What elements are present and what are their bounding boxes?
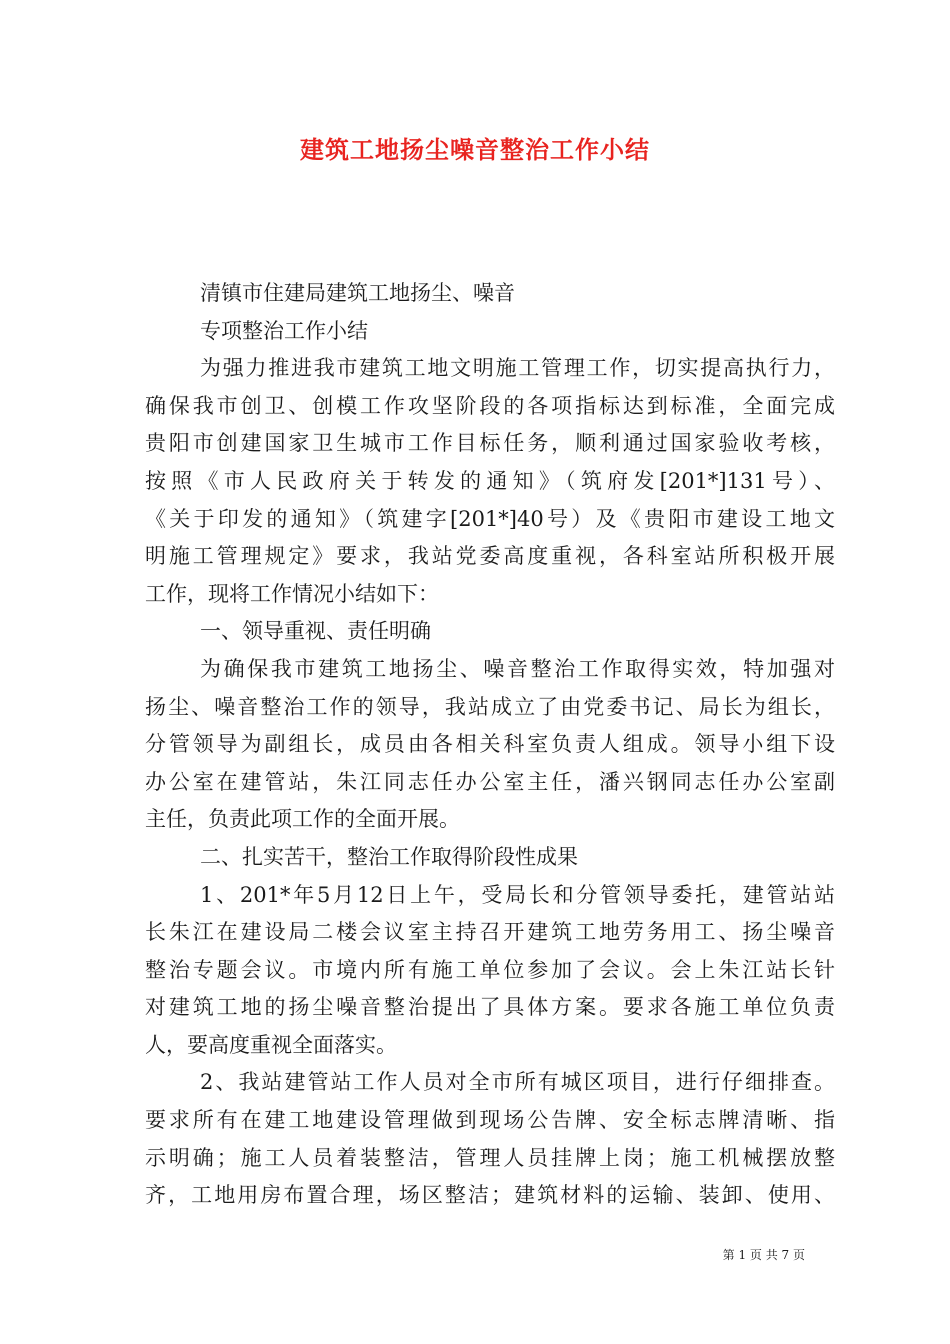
paragraph-line: 主任，负责此项工作的全面开展。 xyxy=(145,807,460,832)
document-body xyxy=(145,275,835,1215)
paragraph-line: 要求所有在建工地建设管理做到现场公告牌、安全标志牌清晰、指 xyxy=(145,1108,835,1133)
paragraph-line: 1、201*年5月12日上午，受局长和分管领导委托，建管站站 xyxy=(200,882,835,907)
paragraph-line: 贵阳市创建国家卫生城市工作目标任务，顺利通过国家验收考核， xyxy=(145,431,835,456)
paragraph-line: 齐，工地用房布置合理，场区整洁；建筑材料的运输、装卸、使用、 xyxy=(145,1183,835,1208)
paragraph-line: 专项整治工作小结 xyxy=(200,318,368,343)
paragraph-line: 示明确；施工人员着装整洁，管理人员挂牌上岗；施工机械摆放整 xyxy=(145,1145,835,1170)
paragraph-line: 为确保我市建筑工地扬尘、噪音整治工作取得实效，特加强对 xyxy=(200,656,835,681)
paragraph-line: 分管领导为副组长，成员由各相关科室负责人组成。领导小组下设 xyxy=(145,732,835,757)
paragraph-line: 工作，现将工作情况小结如下： xyxy=(145,581,439,606)
paragraph-line: 长朱江在建设局二楼会议室主持召开建筑工地劳务用工、扬尘噪音 xyxy=(145,920,835,945)
paragraph-line: 整治专题会议。市境内所有施工单位参加了会议。会上朱江站长针 xyxy=(145,957,835,982)
paragraph-line: 办公室在建管站，朱江同志任办公室主任，潘兴钢同志任办公室副 xyxy=(145,769,835,794)
section-heading: 二、扎实苦干，整治工作取得阶段性成果 xyxy=(200,844,578,869)
paragraph-line: 清镇市住建局建筑工地扬尘、噪音 xyxy=(200,281,515,305)
document-title: 建筑工地扬尘噪音整治工作小结 xyxy=(300,135,650,164)
paragraph-line: 2、我站建管站工作人员对全市所有城区项目，进行仔细排查。 xyxy=(200,1070,835,1095)
page-number: 第 1 页 共 7 页 xyxy=(722,1248,805,1262)
paragraph-line: 《关于印发的通知》（筑建字[201*]40号）及《贵阳市建设工地文 xyxy=(145,506,835,531)
paragraph-line: 明施工管理规定》要求，我站党委高度重视，各科室站所积极开展 xyxy=(145,544,835,569)
paragraph-line: 确保我市创卫、创模工作攻坚阶段的各项指标达到标准，全面完成 xyxy=(145,393,835,418)
paragraph-line: 为强力推进我市建筑工地文明施工管理工作，切实提高执行力， xyxy=(200,356,835,381)
section-heading: 一、领导重视、责任明确 xyxy=(200,619,431,644)
paragraph-line: 按照《市人民政府关于转发的通知》（筑府发[201*]131号）、 xyxy=(145,468,835,493)
paragraph-line: 对建筑工地的扬尘噪音整治提出了具体方案。要求各施工单位负责 xyxy=(145,995,835,1020)
paragraph-line: 人，要高度重视全面落实。 xyxy=(145,1032,397,1057)
paragraph-line: 扬尘、噪音整治工作的领导，我站成立了由党委书记、局长为组长， xyxy=(145,694,835,719)
